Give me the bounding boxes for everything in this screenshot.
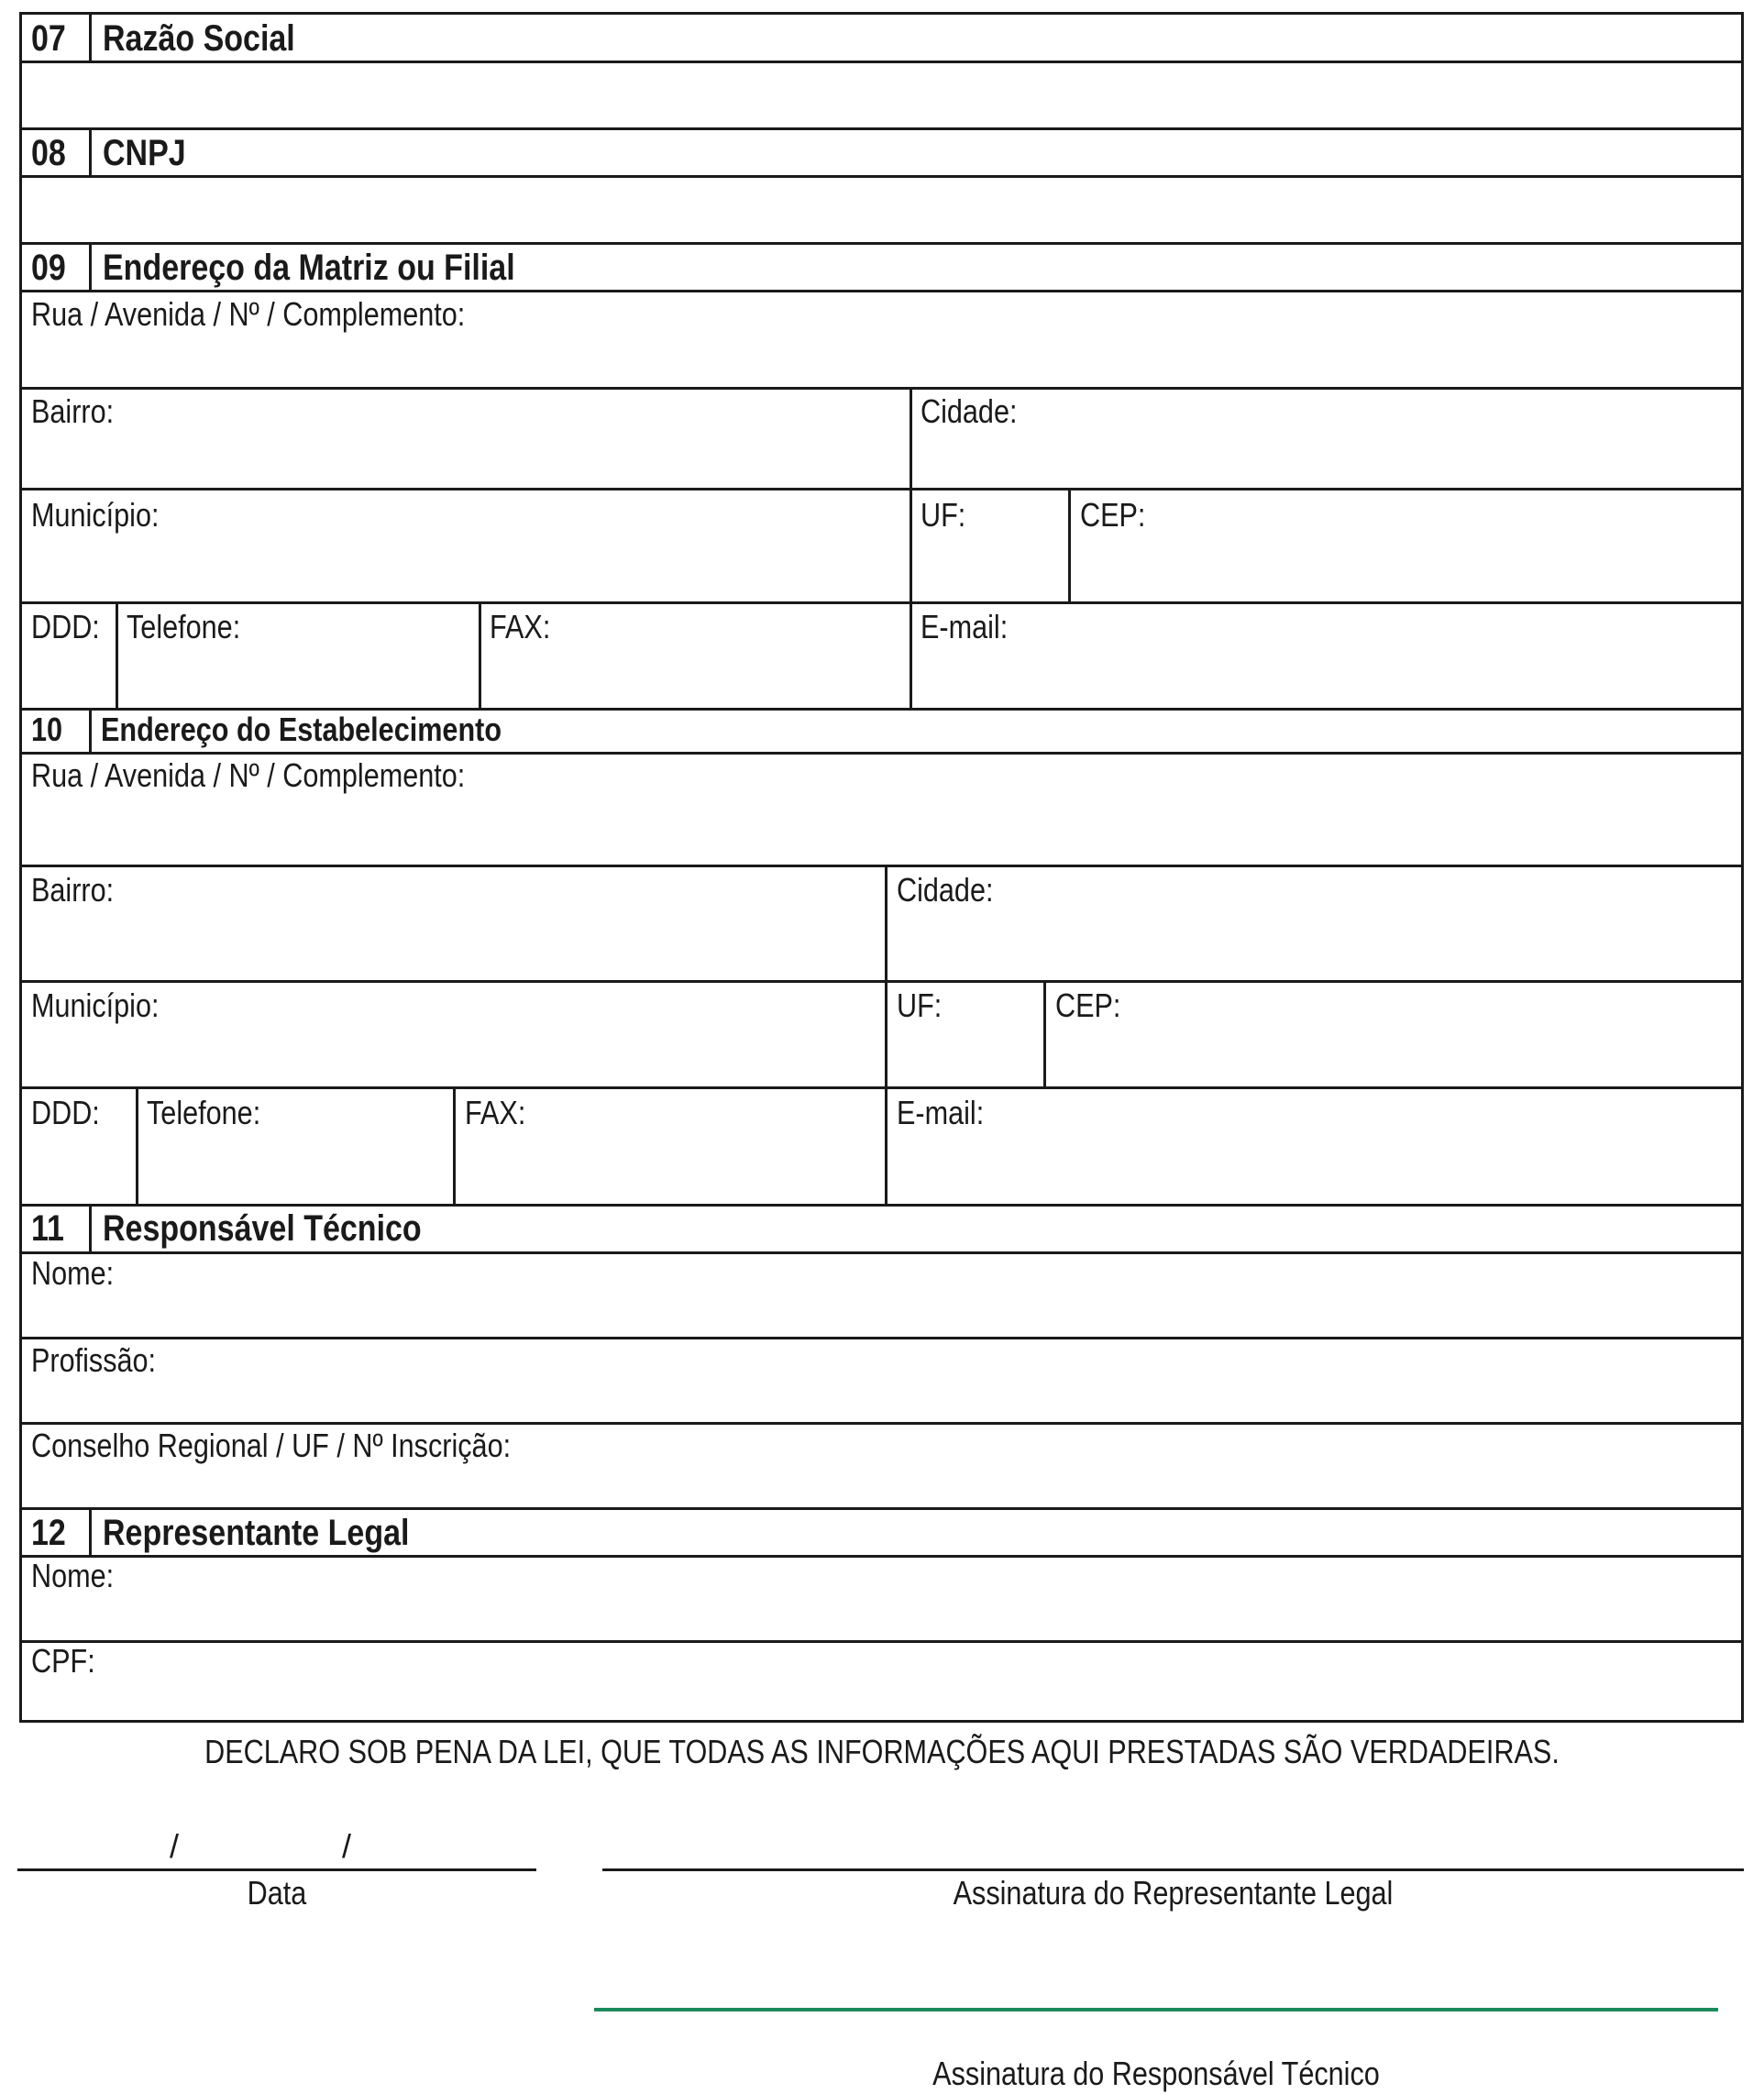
section-07-number: 07	[31, 18, 66, 59]
s09-fax-label: FAX:	[490, 608, 551, 645]
s09-cidade-field[interactable]	[912, 390, 1741, 488]
s09-fax-field[interactable]	[481, 604, 910, 708]
s09-street-label: Rua / Avenida / Nº / Complemento:	[31, 295, 466, 333]
section-number-divider	[89, 15, 92, 62]
date-slash-2: /	[342, 1827, 352, 1865]
date-caption: Data	[247, 1874, 307, 1912]
s09-telefone-label: Telefone:	[127, 608, 241, 645]
section-08-number: 08	[31, 133, 66, 173]
s10-cep-field[interactable]	[1046, 983, 1741, 1086]
section-09-number: 09	[31, 248, 66, 288]
s09-uf-label: UF:	[921, 496, 966, 534]
section-12-title: Representante Legal	[103, 1513, 410, 1553]
s10-telefone-field[interactable]	[138, 1089, 453, 1204]
s09-bairro-field[interactable]	[22, 390, 910, 488]
s10-cep-label: CEP:	[1055, 986, 1121, 1024]
s11-conselho-label: Conselho Regional / UF / Nº Inscrição:	[31, 1427, 512, 1464]
s09-telefone-field[interactable]	[118, 604, 479, 708]
date-line	[17, 1868, 536, 1871]
s10-telefone-label: Telefone:	[147, 1094, 261, 1131]
tech-resp-signature-caption: Assinatura do Responsável Técnico	[932, 2055, 1380, 2092]
date-field[interactable]	[17, 1815, 536, 1868]
s09-cep-label: CEP:	[1080, 496, 1146, 534]
section-08-title: CNPJ	[103, 133, 186, 173]
s09-email-field[interactable]	[912, 604, 1741, 708]
s10-bairro-field[interactable]	[22, 867, 885, 980]
s10-ddd-label: DDD:	[31, 1094, 100, 1131]
legal-rep-signature-caption: Assinatura do Representante Legal	[953, 1874, 1394, 1912]
s10-fax-label: FAX:	[465, 1094, 526, 1131]
section-09-title: Endereço da Matriz ou Filial	[103, 248, 515, 288]
tech-resp-signature-field[interactable]	[594, 1953, 1718, 2008]
s10-ddd-field[interactable]	[22, 1089, 136, 1204]
section-12-number: 12	[31, 1513, 66, 1553]
s12-nome-field[interactable]	[22, 1558, 1741, 1640]
s11-conselho-field[interactable]	[22, 1425, 1741, 1507]
s09-municipio-field[interactable]	[22, 490, 910, 601]
s10-municipio-field[interactable]	[22, 983, 885, 1086]
s10-uf-field[interactable]	[888, 983, 1043, 1086]
declaration-text: DECLARO SOB PENA DA LEI, QUE TODAS AS INFORMAÇÕES AQUI PRESTADAS SÃO VERDADEIRAS.	[204, 1733, 1560, 1770]
registration-form	[19, 12, 1744, 1723]
s09-ddd-field[interactable]	[22, 604, 116, 708]
s10-fax-field[interactable]	[456, 1089, 885, 1204]
s09-cidade-label: Cidade:	[921, 392, 1018, 430]
s11-profissao-label: Profissão:	[31, 1341, 157, 1379]
s11-profissao-field[interactable]	[22, 1339, 1741, 1422]
legal-rep-signature-field[interactable]	[602, 1815, 1744, 1868]
s10-street-label: Rua / Avenida / Nº / Complemento:	[31, 756, 466, 794]
s09-cep-field[interactable]	[1071, 490, 1741, 601]
s10-uf-label: UF:	[897, 986, 943, 1024]
s09-street-field[interactable]	[22, 292, 1741, 387]
razao-social-field[interactable]	[22, 63, 1741, 127]
legal-rep-signature-line	[602, 1868, 1744, 1871]
section-10-number: 10	[31, 711, 63, 748]
s10-cidade-field[interactable]	[888, 867, 1741, 980]
s12-cpf-label: CPF:	[31, 1642, 95, 1680]
s10-bairro-label: Bairro:	[31, 871, 115, 909]
s10-email-field[interactable]	[888, 1089, 1741, 1204]
s09-bairro-label: Bairro:	[31, 392, 115, 430]
s10-email-label: E-mail:	[897, 1094, 985, 1131]
section-11-title: Responsável Técnico	[103, 1208, 422, 1249]
s10-municipio-label: Município:	[31, 986, 160, 1024]
s12-nome-label: Nome:	[31, 1557, 115, 1594]
section-07-title: Razão Social	[103, 18, 295, 59]
s10-cidade-label: Cidade:	[897, 871, 994, 909]
tech-resp-signature-line	[594, 2008, 1718, 2011]
cnpj-field[interactable]	[22, 178, 1741, 242]
section-11-number: 11	[31, 1208, 64, 1249]
s10-street-field[interactable]	[22, 755, 1741, 865]
s09-municipio-label: Município:	[31, 496, 160, 534]
s12-cpf-field[interactable]	[22, 1643, 1741, 1720]
s11-nome-field[interactable]	[22, 1254, 1741, 1337]
s11-nome-label: Nome:	[31, 1254, 115, 1292]
s09-email-label: E-mail:	[921, 608, 1009, 645]
s09-uf-field[interactable]	[912, 490, 1068, 601]
s09-ddd-label: DDD:	[31, 608, 100, 645]
section-10-title: Endereço do Estabelecimento	[101, 711, 502, 748]
date-slash-1: /	[170, 1827, 180, 1865]
